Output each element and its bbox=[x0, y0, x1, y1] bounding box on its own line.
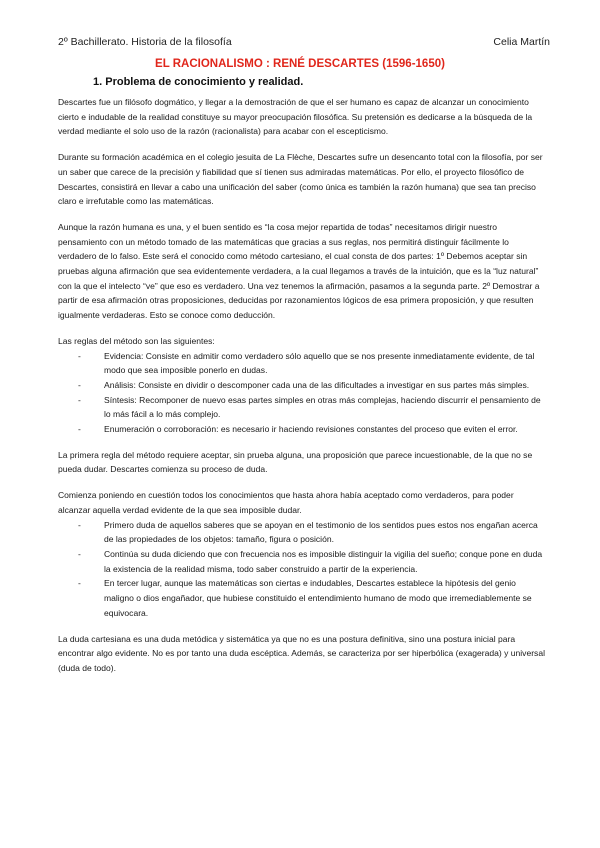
list-item: - Enumeración o corroboración: es necesario ir haciendo revisiones constantes del proceso que eviten el error. bbox=[58, 422, 548, 437]
list-item: - Primero duda de aquellos saberes que se apoyan en el testimonio de los sentidos pues estos nos engañan acerca de las propiedades de los objetos: tamaño, figura o posición. bbox=[58, 518, 548, 547]
paragraph: Aunque la razón humana es una, y el buen sentido es “la cosa mejor repartida de todas” necesitamos dirigir nuestro pensamiento con un método tomado de las matemáticas que gracias a sus reglas, nos permitirá distinguir fácilmente lo verdadero de lo falso. Este será el conocido como método cartesiano, el cual consta de dos partes: 1º Debemos aceptar sin pruebas alguna afirmación que sea evidentemente verdadera, a la cual llegamos a través de la intuición, que es la “luz natural” con la que el intelecto “ve” que eso es verdadero. Una vez tenemos la afirmación, pasamos a la segunda parte. 2º Demostrar a partir de esa afirmación otras proposiciones, deducidas por razonamientos lógicos de esa primera proposición, y que resulten igualmente verdaderas. Esto se conoce como deducción. bbox=[58, 221, 540, 321]
section-heading: 1. Problema de conocimiento y realidad. bbox=[93, 76, 304, 88]
list-item: - Síntesis: Recomponer de nuevo esas partes simples en otras más complejas, haciendo discurrir el pensamiento de lo más fácil a lo más complejo. bbox=[58, 393, 548, 422]
document-body bbox=[58, 95, 548, 687]
paragraph: Durante su formación académica en el colegio jesuita de La Flèche, Descartes sufre un desencanto total con la filosofía, por ser un saber que carece de la precisión y fiabilidad que sí tienen sus admiradas matemáticas. Por ello, el proyecto filosófico de Descartes, consistirá en llevar a cabo una unificación del saber (como única es también la razón humana) que sea tan preciso claro e irrefutable como las matemáticas. bbox=[58, 152, 543, 207]
list-item: - Continúa su duda diciendo que con frecuencia nos es imposible distinguir la vigilia del sueño; conque pone en duda la existencia de la realidad misma, todo saber construido a partir de la experiencia. bbox=[58, 547, 548, 576]
rules-list bbox=[58, 349, 548, 437]
author-name: Celia Martín bbox=[493, 36, 550, 48]
document-title: EL RACIONALISMO : RENÉ DESCARTES (1596-1650) bbox=[155, 58, 445, 70]
list-item: - Análisis: Consiste en dividir o descomponer cada una de las dificultades a investigar en sus partes más simples. bbox=[58, 378, 548, 393]
course-label: 2º Bachillerato. Historia de la filosofía bbox=[58, 36, 232, 48]
paragraph: La primera regla del método requiere aceptar, sin prueba alguna, una proposición que parece incuestionable, de la que no se pueda dudar. Descartes comienza su proceso de duda. bbox=[58, 449, 533, 475]
list-item: - En tercer lugar, aunque las matemáticas son ciertas e indudables, Descartes establece la hipótesis del genio maligno o dios engañador, que hubiese constituido el entendimiento humano de modo que irremediablemente se equivocara. bbox=[58, 576, 548, 620]
paragraph: Comienza poniendo en cuestión todos los conocimientos que hasta ahora había aceptado como verdaderos, para poder alcanzar aquella verdad evidente de la que sea imposible dudar. bbox=[58, 490, 514, 515]
list-item: - Evidencia: Consiste en admitir como verdadero sólo aquello que se nos presente inmediatamente evidente, de tal modo que sea imposible ponerlo en dudas. bbox=[58, 349, 548, 378]
paragraph: Descartes fue un filósofo dogmático, y llegar a la demostración de que el ser humano es capaz de alcanzar un conocimiento cierto e indudable de la realidad constituye su mayor preocupación filosófica. Su pretensión es dedicarse a la búsqueda de la verdad mediante el solo uso de la razón (racionalista) para acabar con el escepticismo. bbox=[58, 97, 533, 137]
paragraph: La duda cartesiana es una duda metódica y sistemática ya que no es una postura definitiva, sino una postura inicial para encontrar algo evidente. No es por tanto una duda escéptica. Además, se caracteriza por ser hiperbólica (exagerada) y universal (duda de todo). bbox=[58, 633, 545, 673]
page-header bbox=[58, 36, 550, 48]
rules-intro: Las reglas del método son las siguientes: bbox=[58, 335, 215, 346]
doubts-list bbox=[58, 518, 548, 621]
